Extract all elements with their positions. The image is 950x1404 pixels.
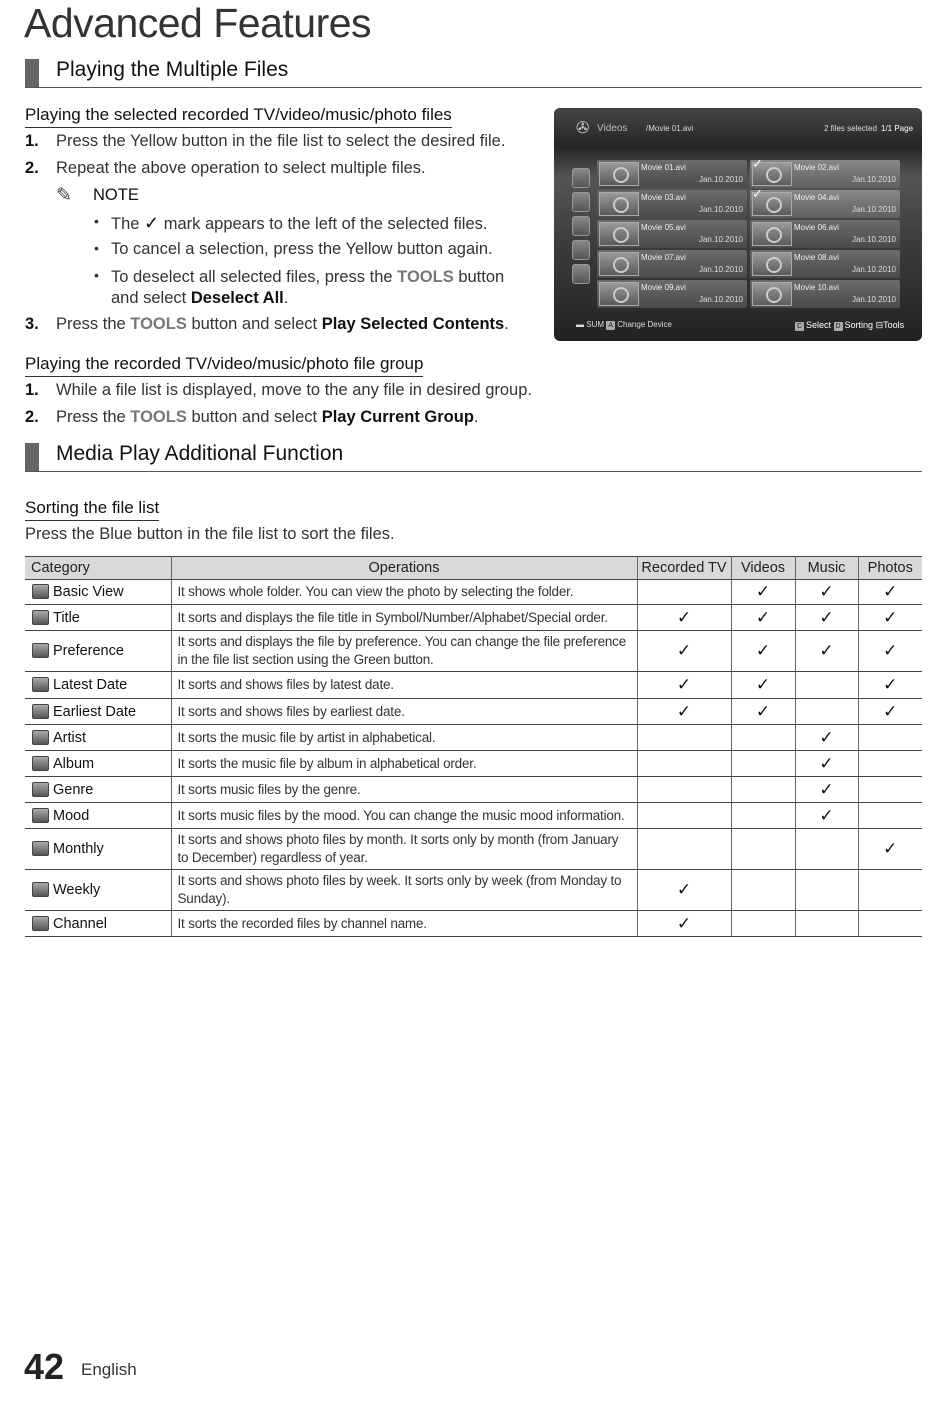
support-cell <box>731 829 795 870</box>
section-title: Playing the Multiple Files <box>56 58 289 81</box>
support-cell <box>858 672 922 699</box>
calendar-month-icon <box>32 841 49 856</box>
table-row <box>25 672 922 699</box>
category-label: Channel <box>53 915 108 932</box>
table-body <box>25 580 922 937</box>
artist-icon <box>32 730 49 745</box>
step-text-part: button and select <box>191 408 318 426</box>
page-language: English <box>81 1360 137 1379</box>
category-label: Preference <box>53 643 124 659</box>
tv-selected-count: 2 files selected <box>824 124 877 133</box>
category-label: Weekly <box>53 882 101 898</box>
checkmark-icon: ✓ <box>883 839 898 858</box>
tv-page-indicator: 1/1 Page <box>881 124 914 133</box>
support-cell <box>637 751 731 777</box>
support-cell <box>731 803 795 829</box>
support-cell <box>858 911 922 937</box>
support-cell <box>731 751 795 777</box>
step-number: 1. <box>25 132 39 150</box>
support-cell <box>858 803 922 829</box>
operation-cell: It sorts and displays the file by preference. You can change the file preference in the file list section using the Green button. <box>171 631 637 672</box>
checkmark-icon: ✓ <box>819 753 834 773</box>
support-cell <box>858 725 922 751</box>
checkmark-icon: ✓ <box>144 213 160 233</box>
subheading-sorting: Sorting the file list <box>25 498 159 521</box>
thumbnail-icon <box>599 252 639 276</box>
deselect-all-keyword: Deselect All <box>190 289 284 307</box>
tv-file-date: Jan.10.2010 <box>851 205 896 214</box>
table-row <box>25 580 922 605</box>
support-cell <box>637 699 731 725</box>
tv-tools: Tools <box>883 320 905 330</box>
operation-cell: It sorts and shows files by earliest date. <box>171 699 637 725</box>
support-cell <box>858 631 922 672</box>
category-cell <box>25 699 171 725</box>
step-number: 1. <box>25 381 39 399</box>
tv-file-name: Movie 10.avi <box>794 283 839 292</box>
step-text: Repeat the above operation to select multiple files. <box>56 159 426 177</box>
tv-file-date: Jan.10.2010 <box>698 265 743 274</box>
note-text: The <box>111 215 140 233</box>
operation-cell: It sorts and shows photo files by month. It sorts only by month (from January to December) regardless of year. <box>171 829 637 870</box>
checkmark-icon: ✓ <box>819 779 834 799</box>
step-text: While a file list is displayed, move to the any file in desired group. <box>56 381 532 399</box>
checkmark-icon: ✓ <box>676 607 692 627</box>
checkmark-icon: ✓ <box>676 913 692 933</box>
tv-select: Select <box>806 320 832 330</box>
tv-device-label: SUM <box>586 320 605 329</box>
note-label: NOTE <box>93 186 139 204</box>
table-header-row <box>25 557 922 580</box>
column-header: Photos <box>858 557 922 580</box>
section-heading-additional-function <box>25 442 922 472</box>
calendar-1-icon <box>572 240 590 260</box>
folder-icon <box>572 168 590 188</box>
support-cell <box>637 672 731 699</box>
thumbnail-icon <box>599 222 639 246</box>
category-label: Album <box>53 755 95 772</box>
support-cell <box>795 580 858 605</box>
table-row <box>25 803 922 829</box>
category-label: Mood <box>53 807 90 824</box>
film-reel-icon <box>766 227 782 243</box>
tv-footer-right <box>795 320 904 331</box>
checkmark-icon: ✓ <box>755 675 771 694</box>
tv-change-device: Change Device <box>617 320 672 329</box>
support-cell <box>637 829 731 870</box>
tv-file-date: Jan.10.2010 <box>698 205 743 214</box>
tools-icon: ⊟ <box>875 320 884 330</box>
support-cell <box>731 870 795 911</box>
table-row <box>25 725 922 751</box>
film-reel-icon <box>766 197 782 213</box>
a-key-icon: A <box>606 321 615 330</box>
category-label: Genre <box>53 781 94 798</box>
usb-icon: ▬ <box>576 320 584 329</box>
tv-file-date: Jan.10.2010 <box>698 175 743 184</box>
operation-cell: It sorts music files by the genre. <box>171 777 637 803</box>
sorting-intro: Press the Blue button in the file list to sort the files. <box>25 525 395 543</box>
column-header: Operations <box>171 557 637 580</box>
bullet-icon: • <box>94 240 99 256</box>
checkmark-icon: ✓ <box>883 675 898 694</box>
tv-file-name: Movie 06.avi <box>794 223 839 232</box>
sorting-table <box>25 556 922 937</box>
category-label: Earliest Date <box>53 703 137 720</box>
category-cell <box>25 605 171 631</box>
support-cell <box>637 605 731 631</box>
checkmark-icon: ✓ <box>752 186 763 201</box>
table-row <box>25 751 922 777</box>
note-text: mark appears to the left of the selected files. <box>163 215 488 233</box>
operation-cell: It sorts music files by the mood. You can change the music mood information. <box>171 803 637 829</box>
tv-file-item <box>750 220 900 248</box>
tv-file-name: Movie 03.avi <box>641 193 686 202</box>
calendar-30-icon <box>572 216 590 236</box>
calendar-1-icon <box>32 704 49 719</box>
note-item: To cancel a selection, press the Yellow button again. <box>111 240 493 258</box>
checkmark-icon: ✓ <box>883 641 898 660</box>
support-cell <box>858 777 922 803</box>
tv-file-item <box>597 160 747 188</box>
step-text <box>56 315 509 334</box>
support-cell <box>731 605 795 631</box>
tv-file-list-screenshot <box>554 108 922 341</box>
checkmark-icon: ✓ <box>755 641 771 660</box>
category-label: Title <box>53 609 80 626</box>
step-text-part: Press the <box>56 408 126 426</box>
note-item <box>111 267 511 309</box>
punctuation: . <box>283 289 289 307</box>
calendar-30-icon <box>32 677 49 692</box>
checkmark-icon: ✓ <box>819 607 834 627</box>
film-reel-icon <box>613 197 629 213</box>
genre-icon <box>32 782 49 797</box>
star-icon <box>32 643 49 658</box>
support-cell <box>637 911 731 937</box>
film-reel-icon: ✇ <box>576 120 590 137</box>
thumbnail-icon <box>752 222 792 246</box>
tv-file-item <box>597 250 747 278</box>
support-cell <box>637 803 731 829</box>
tv-file-name: Movie 02.avi <box>794 163 839 172</box>
step-text: Press the Yellow button in the file list to select the desired file. <box>56 132 506 150</box>
tv-file-item <box>750 280 900 308</box>
tv-file-name: Movie 01.avi <box>641 163 686 172</box>
tv-file-item <box>750 186 900 218</box>
tv-file-item <box>750 156 900 188</box>
d-key-icon: D <box>835 323 841 330</box>
support-cell <box>795 605 858 631</box>
category-cell <box>25 725 171 751</box>
support-cell <box>731 777 795 803</box>
punctuation: . <box>473 408 479 426</box>
support-cell <box>858 605 922 631</box>
table-row <box>25 605 922 631</box>
support-cell <box>858 870 922 911</box>
operation-cell: It sorts the music file by album in alphabetical order. <box>171 751 637 777</box>
star-icon <box>572 264 590 284</box>
checkmark-icon: ✓ <box>676 701 692 721</box>
checkmark-icon: ✓ <box>819 582 834 601</box>
checkmark-icon: ✓ <box>752 156 763 171</box>
film-reel-icon <box>766 287 782 303</box>
support-cell <box>637 777 731 803</box>
support-cell <box>637 725 731 751</box>
heading-bar <box>25 59 39 87</box>
film-reel-icon <box>766 257 782 273</box>
note-text: To deselect all selected files, press the <box>111 268 393 286</box>
bullet-icon: • <box>94 267 99 283</box>
category-cell <box>25 751 171 777</box>
support-cell <box>858 829 922 870</box>
support-cell <box>637 870 731 911</box>
operation-cell: It sorts and displays the file title in Symbol/Number/Alphabet/Special order. <box>171 605 637 631</box>
film-reel-icon <box>613 287 629 303</box>
checkmark-icon: ✓ <box>883 607 898 627</box>
support-cell <box>637 580 731 605</box>
category-cell <box>25 580 171 605</box>
section-title: Media Play Additional Function <box>56 442 344 465</box>
category-label: Basic View <box>53 584 124 600</box>
tv-file-item <box>597 280 747 308</box>
checkmark-icon: ✓ <box>819 727 834 747</box>
category-label: Artist <box>53 729 87 746</box>
support-cell <box>637 631 731 672</box>
support-cell <box>731 725 795 751</box>
bullet-icon: • <box>94 213 99 229</box>
support-cell <box>731 631 795 672</box>
step-text <box>56 408 479 427</box>
tools-keyword: TOOLS <box>397 268 454 286</box>
checkmark-icon: ✓ <box>676 880 692 899</box>
column-header: Videos <box>731 557 795 580</box>
tv-file-date: Jan.10.2010 <box>851 265 896 274</box>
table-row <box>25 699 922 725</box>
support-cell <box>795 777 858 803</box>
film-reel-icon <box>766 167 782 183</box>
operation-cell: It sorts and shows photo files by week. It sorts only by week (from Monday to Sunday). <box>171 870 637 911</box>
support-cell <box>795 699 858 725</box>
calendar-week-icon <box>32 882 49 897</box>
title-icon <box>572 192 590 212</box>
support-cell <box>795 751 858 777</box>
play-current-group-keyword: Play Current Group <box>321 408 474 426</box>
page-title: Advanced Features <box>24 0 372 46</box>
tv-file-date: Jan.10.2010 <box>698 295 743 304</box>
checkmark-icon: ✓ <box>755 701 771 721</box>
step-number: 3. <box>25 315 39 333</box>
album-icon <box>32 756 49 771</box>
column-header: Category <box>25 557 171 580</box>
heading-bar <box>25 443 39 471</box>
tv-file-name: Movie 05.avi <box>641 223 686 232</box>
tools-keyword: TOOLS <box>130 315 187 333</box>
film-reel-icon <box>613 257 629 273</box>
title-icon <box>32 610 49 625</box>
operation-cell: It shows whole folder. You can view the photo by selecting the folder. <box>171 580 637 605</box>
step-number: 2. <box>25 159 39 177</box>
support-cell <box>731 911 795 937</box>
support-cell <box>731 699 795 725</box>
step-number: 2. <box>25 408 39 426</box>
category-cell <box>25 803 171 829</box>
tv-sorting: Sorting <box>844 320 874 330</box>
category-cell <box>25 870 171 911</box>
note-item <box>111 213 487 234</box>
step-text-part: Press the <box>56 315 126 333</box>
tv-file-date: Jan.10.2010 <box>851 175 896 184</box>
thumbnail-icon <box>599 162 639 186</box>
checkmark-icon: ✓ <box>883 701 898 721</box>
page-number: 42 <box>24 1346 65 1387</box>
column-header: Music <box>795 557 858 580</box>
support-cell <box>795 631 858 672</box>
film-reel-icon <box>613 227 629 243</box>
category-label: Latest Date <box>53 677 128 693</box>
table-row <box>25 777 922 803</box>
checkmark-icon: ✓ <box>676 641 692 660</box>
subheading-file-group: Playing the recorded TV/video/music/photo file group <box>25 354 423 377</box>
tv-file-name: Movie 07.avi <box>641 253 686 262</box>
play-selected-contents-keyword: Play Selected Contents <box>321 315 505 333</box>
thumbnail-icon <box>599 282 639 306</box>
support-cell <box>858 751 922 777</box>
category-label: Monthly <box>53 841 104 857</box>
tv-file-item <box>597 220 747 248</box>
checkmark-icon: ✓ <box>883 582 898 601</box>
checkmark-icon: ✓ <box>819 805 834 825</box>
operation-cell: It sorts the music file by artist in alphabetical. <box>171 725 637 751</box>
category-cell <box>25 829 171 870</box>
tv-footer-left <box>576 320 672 330</box>
column-header: Recorded TV <box>637 557 731 580</box>
table-row <box>25 631 922 672</box>
support-cell <box>795 870 858 911</box>
channel-icon <box>32 916 49 931</box>
note-text: and select <box>111 289 187 307</box>
tv-file-name: Movie 08.avi <box>794 253 839 262</box>
tv-file-item <box>597 190 747 218</box>
operation-cell: It sorts and shows files by latest date. <box>171 672 637 699</box>
table-row <box>25 911 922 937</box>
operation-cell: It sorts the recorded files by channel name. <box>171 911 637 937</box>
table-row <box>25 829 922 870</box>
tv-file-name: Movie 04.avi <box>794 193 839 202</box>
note-pencil-icon: ✎ <box>56 185 72 206</box>
tv-path: /Movie 01.avi <box>646 124 694 133</box>
table-row <box>25 870 922 911</box>
tv-file-date: Jan.10.2010 <box>851 235 896 244</box>
folder-icon <box>32 584 49 599</box>
category-cell <box>25 672 171 699</box>
support-cell <box>795 672 858 699</box>
support-cell <box>858 699 922 725</box>
step-text-part: button and select <box>191 315 318 333</box>
tv-file-date: Jan.10.2010 <box>851 295 896 304</box>
tools-keyword: TOOLS <box>130 408 187 426</box>
thumbnail-icon <box>599 192 639 216</box>
thumbnail-icon <box>752 282 792 306</box>
checkmark-icon: ✓ <box>755 607 771 627</box>
checkmark-icon: ✓ <box>819 641 834 660</box>
checkmark-icon: ✓ <box>676 675 692 694</box>
subheading-selected-files: Playing the selected recorded TV/video/music/photo files <box>25 105 452 128</box>
support-cell <box>795 725 858 751</box>
tv-file-date: Jan.10.2010 <box>698 235 743 244</box>
punctuation: . <box>504 315 509 333</box>
support-cell <box>731 672 795 699</box>
category-cell <box>25 777 171 803</box>
support-cell <box>858 580 922 605</box>
tv-file-item <box>750 250 900 278</box>
support-cell <box>795 829 858 870</box>
tv-section-label: Videos <box>597 123 628 134</box>
film-reel-icon <box>613 167 629 183</box>
tv-file-name: Movie 09.avi <box>641 283 686 292</box>
section-heading-multiple-files <box>25 58 922 88</box>
category-cell <box>25 631 171 672</box>
checkmark-icon: ✓ <box>755 582 771 601</box>
c-key-icon: C <box>796 323 803 330</box>
support-cell <box>795 803 858 829</box>
category-cell <box>25 911 171 937</box>
mood-icon <box>32 808 49 823</box>
support-cell <box>795 911 858 937</box>
note-text: button <box>458 268 505 286</box>
support-cell <box>731 580 795 605</box>
thumbnail-icon <box>752 252 792 276</box>
